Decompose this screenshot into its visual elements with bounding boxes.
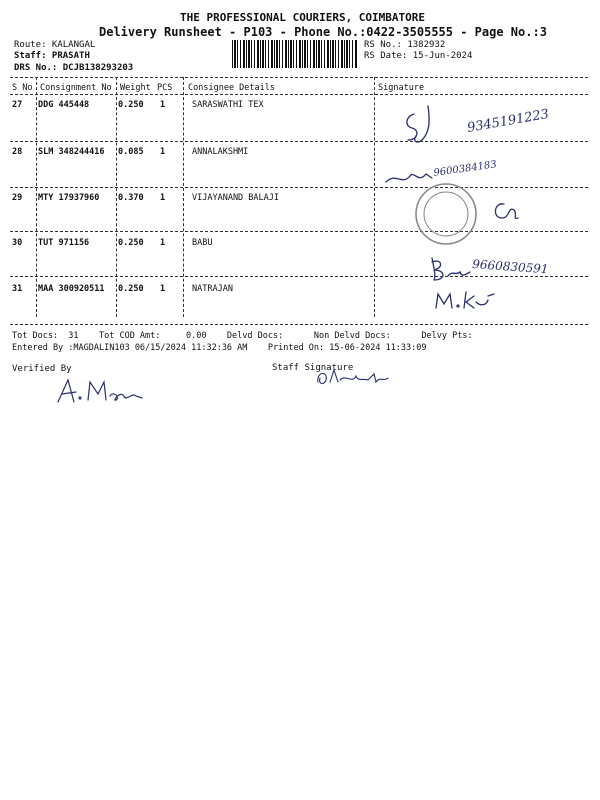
row-weight: 0.250 <box>118 238 144 248</box>
col-signature: Signature <box>378 83 425 93</box>
row-pcs: 1 <box>160 193 166 203</box>
staff-signature <box>312 364 402 394</box>
row-weight: 0.250 <box>118 100 144 110</box>
barcode <box>232 40 358 68</box>
staff-label: Staff: PRASATH <box>14 51 90 61</box>
company-title: THE PROFESSIONAL COURIERS, COIMBATORE <box>180 11 426 24</box>
row-pcs: 1 <box>160 238 166 248</box>
row-consignee: ANNALAKSHMI <box>192 147 249 157</box>
col-divider <box>183 77 184 317</box>
row-weight: 0.085 <box>118 147 144 157</box>
row-weight: 0.370 <box>118 193 144 203</box>
row-sno: 27 <box>12 100 23 110</box>
verified-by-label: Verified By <box>12 364 72 374</box>
row-consignment: SLM 348244416 <box>38 147 105 157</box>
row-pcs: 1 <box>160 284 166 294</box>
row-consignee: BABU <box>192 238 213 248</box>
totals-line: Tot Docs: 31 Tot COD Amt: 0.00 Delvd Docs: Non Delvd Docs: Delvy Pts: <box>12 331 473 341</box>
row-consignment: TUT 971156 <box>38 238 90 248</box>
entered-line: Entered By :MAGDALIN103 06/15/2024 11:32:36 AM Printed On: 15-06-2024 11:33:09 <box>12 343 427 353</box>
row-consignee: NATRAJAN <box>192 284 233 294</box>
table-header-rule <box>10 94 588 95</box>
rs-date: RS Date: 15-Jun-2024 <box>364 51 473 61</box>
row-weight: 0.250 <box>118 284 144 294</box>
signature-phone: 9345191223 <box>466 106 551 136</box>
verifier-signature <box>50 372 180 412</box>
signature-phone: 9660830591 <box>471 257 549 277</box>
signature-phone: 9600384183 <box>432 159 498 179</box>
col-consignment: Consignment No <box>40 83 112 93</box>
row-pcs: 1 <box>160 147 166 157</box>
col-consignee: Consignee Details <box>188 83 275 93</box>
handwritten-signatures <box>376 96 586 326</box>
row-sno: 28 <box>12 147 23 157</box>
rs-number: RS No.: 1382932 <box>364 40 446 50</box>
row-consignment: MTY 17937960 <box>38 193 100 203</box>
runsheet-title: Delivery Runsheet - P103 - Phone No.:0422-3505555 - Page No.:3 <box>99 25 547 39</box>
col-sno: S No <box>12 83 33 93</box>
col-pcs: PCS <box>157 83 173 93</box>
route-label: Route: KALANGAL <box>14 40 96 50</box>
row-pcs: 1 <box>160 100 166 110</box>
row-sno: 30 <box>12 238 23 248</box>
row-sno: 29 <box>12 193 23 203</box>
drs-number: DRS No.: DCJB138293203 <box>14 63 134 73</box>
table-top-rule <box>10 77 588 78</box>
row-consignee: VIJAYANAND BALAJI <box>192 193 279 203</box>
col-divider <box>36 77 37 317</box>
row-consignment: MAA 300920511 <box>38 284 105 294</box>
staff-signature-label: Staff Signature <box>272 363 354 373</box>
col-divider <box>374 77 375 317</box>
col-divider <box>116 77 117 317</box>
row-consignment: DDG 445448 <box>38 100 90 110</box>
row-sno: 31 <box>12 284 23 294</box>
col-weight: Weight <box>120 83 151 93</box>
row-consignee: SARASWATHI TEX <box>192 100 264 110</box>
